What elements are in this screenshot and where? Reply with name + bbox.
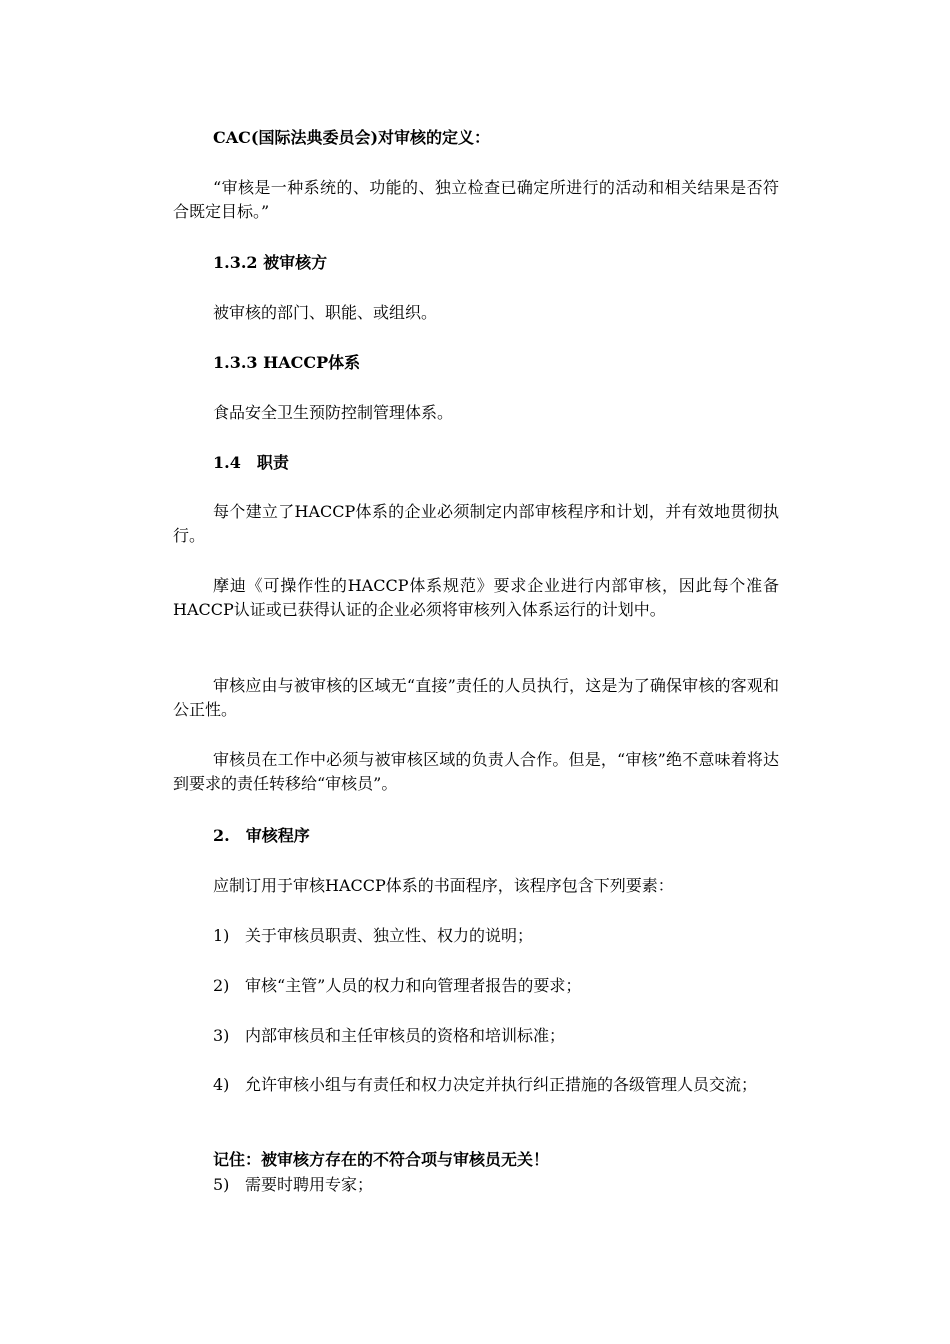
section-1-3-2-heading: 1.3.2 被审核方 <box>213 253 328 272</box>
list-item-number: 2) <box>213 976 230 995</box>
list-item-1 <box>213 924 779 948</box>
section-1-3-3-text: 食品安全卫生预防控制管理体系。 <box>213 403 454 422</box>
list-item-text: 内部审核员和主任审核员的资格和培训标准； <box>245 1026 566 1045</box>
cac-heading: CAC(国际法典委员会)对审核的定义： <box>213 128 491 147</box>
list-item-3 <box>213 1024 779 1048</box>
list-item-4 <box>213 1073 811 1097</box>
list-item-number: 4) <box>213 1075 230 1094</box>
section-1-4-paragraph-4: 审核员在工作中必须与被审核区域的负责人合作。但是，“审核”绝不意味着将达到要求的责任转移给“审核员”。 <box>173 750 779 793</box>
section-1-3-3-heading: 1.3.3 HACCP体系 <box>213 353 361 372</box>
list-item-2 <box>213 974 779 998</box>
section-2-intro: 应制订用于审核HACCP体系的书面程序，该程序包含下列要素： <box>213 876 674 895</box>
list-item-number: 5) <box>213 1175 230 1194</box>
section-1-4-paragraph-2: 摩迪《可操作性的HACCP体系规范》要求企业进行内部审核，因此每个准备HACCP认证或已获得认证的企业必须将审核列入体系运行的计划中。 <box>173 576 779 619</box>
section-1-4-paragraph-3: 审核应由与被审核的区域无“直接”责任的人员执行，这是为了确保审核的客观和公正性。 <box>173 676 779 719</box>
list-item-text: 允许审核小组与有责任和权力决定并执行纠正措施的各级管理人员交流； <box>245 1075 758 1094</box>
list-item-number: 3) <box>213 1026 230 1045</box>
section-1-4-paragraph-1: 每个建立了HACCP体系的企业必须制定内部审核程序和计划，并有效地贯彻执行。 <box>173 502 779 545</box>
list-item-text: 关于审核员职责、独立性、权力的说明； <box>245 926 534 945</box>
list-item-text: 需要时聘用专家； <box>245 1175 374 1194</box>
remember-note: 记住：被审核方存在的不符合项与审核员无关！ <box>213 1150 550 1169</box>
section-2-heading: 2. 审核程序 <box>213 826 310 845</box>
list-item-text: 审核“主管”人员的权力和向管理者报告的要求； <box>245 976 582 995</box>
cac-definition: “审核是一种系统的、功能的、独立检查已确定所进行的活动和相关结果是否符合既定目标。” <box>173 178 779 221</box>
list-item-number: 1) <box>213 926 230 945</box>
list-item-5 <box>213 1173 779 1197</box>
section-1-4-heading: 1.4 职责 <box>213 453 289 472</box>
section-1-3-2-text: 被审核的部门、职能、或组织。 <box>213 303 438 322</box>
